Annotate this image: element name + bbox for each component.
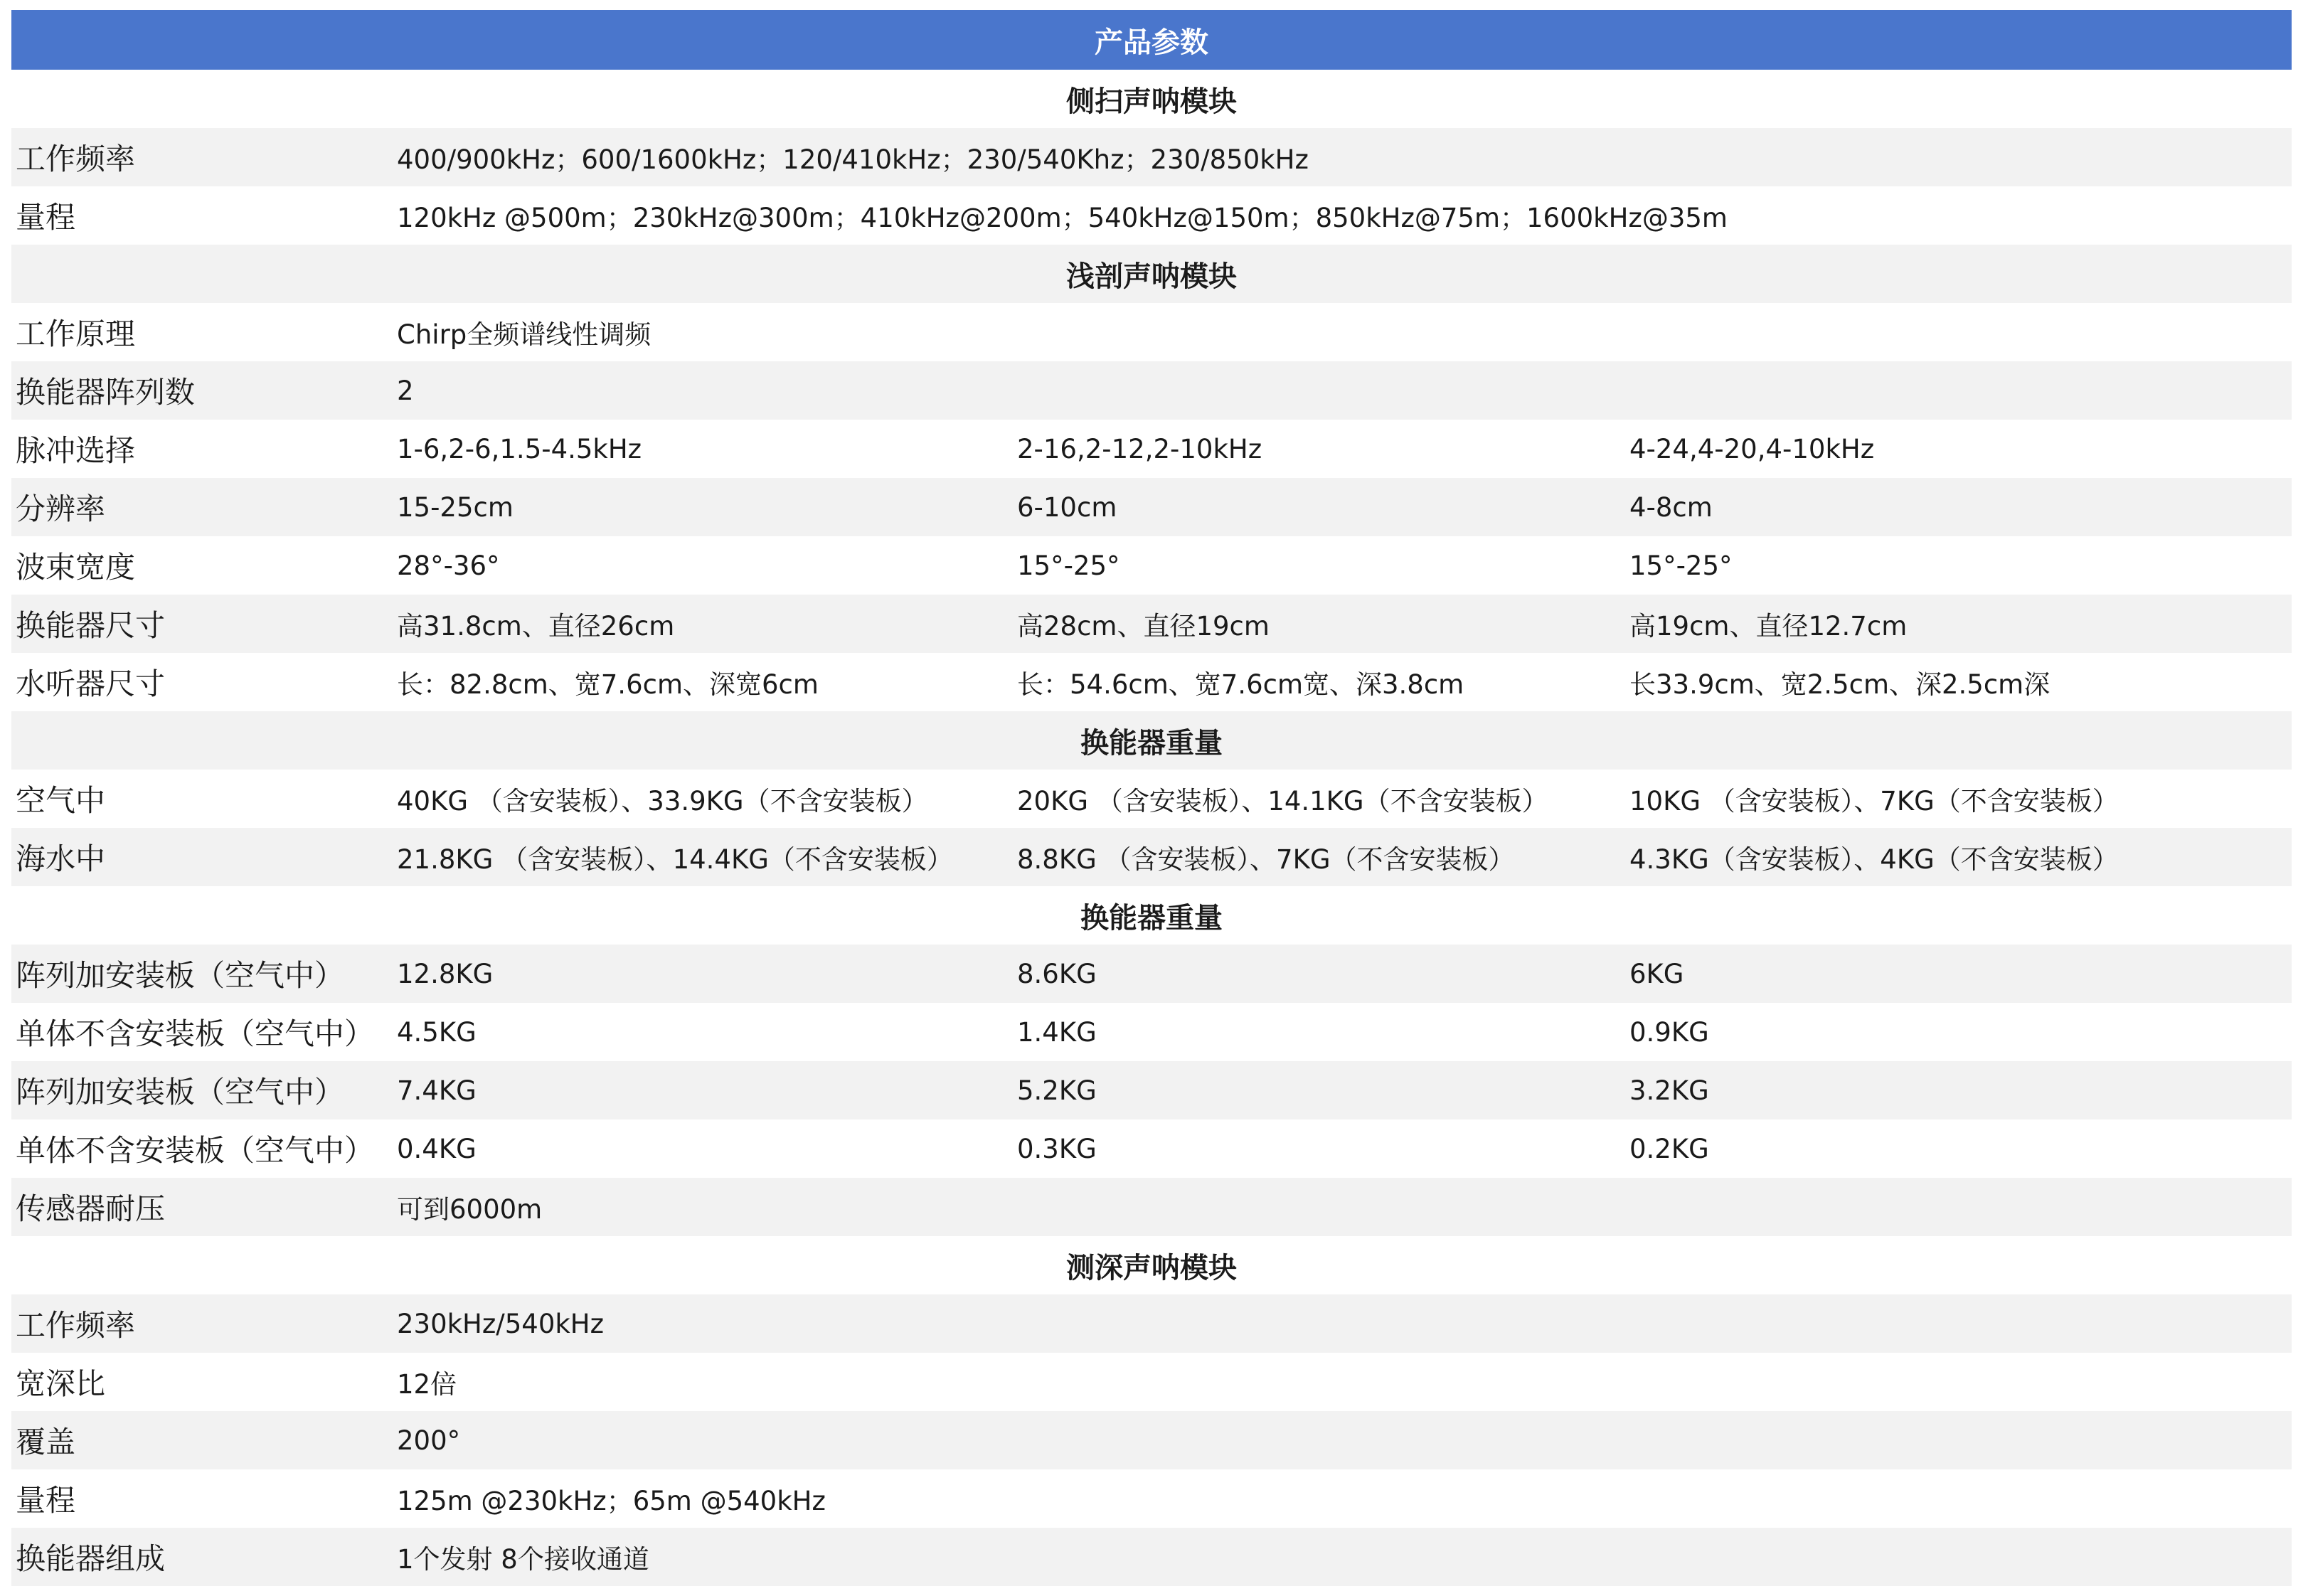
param-label: 宽深比 [16, 1366, 106, 1401]
table-row [11, 1061, 2292, 1119]
param-value: 0.4KG [397, 1133, 477, 1164]
param-value: 长：82.8cm、宽7.6cm、深宽6cm [397, 669, 819, 700]
section-header [11, 70, 2292, 128]
param-value: 6KG [1629, 958, 1684, 989]
param-label: 换能器组成 [16, 1541, 166, 1576]
param-label: 换能器阵列数 [16, 375, 196, 410]
param-value: 10KG （含安装板）、7KG（不含安装板） [1629, 786, 2119, 816]
param-value: 120kHz @500m；230kHz@300m；410kHz@200m；540kHz@150m；850kHz@75m；1600kHz@35m [397, 203, 1728, 233]
param-value: 长33.9cm、宽2.5cm、深2.5cm深 [1629, 669, 2051, 700]
section-title: 换能器重量 [1080, 901, 1223, 935]
param-label: 脉冲选择 [16, 433, 136, 468]
param-label: 传感器耐压 [16, 1191, 166, 1226]
table-row [11, 128, 2292, 186]
param-value: 0.3KG [1017, 1133, 1097, 1164]
table-row [11, 420, 2292, 478]
param-value: 2 [397, 375, 414, 406]
table-row [11, 770, 2292, 828]
param-label: 工作频率 [16, 1308, 136, 1343]
table-row [11, 1528, 2292, 1586]
param-value: 20KG （含安装板）、14.1KG（不含安装板） [1017, 786, 1548, 816]
param-value: 200° [397, 1425, 461, 1456]
table-row [11, 361, 2292, 420]
param-label: 单体不含安装板（空气中） [16, 1133, 375, 1168]
param-value: 高28cm、直径19cm [1017, 611, 1270, 642]
param-value: 125m @230kHz；65m @540kHz [397, 1486, 826, 1516]
table-row [11, 828, 2292, 886]
param-value: 1个发射 8个接收通道 [397, 1544, 649, 1575]
table-row [11, 653, 2292, 711]
param-label: 量程 [16, 200, 76, 235]
section-header [11, 886, 2292, 945]
param-value: 3.2KG [1629, 1075, 1709, 1106]
table-title [11, 10, 2292, 70]
table-row [11, 1469, 2292, 1528]
param-label: 波束宽度 [16, 550, 136, 585]
table-row [11, 1353, 2292, 1411]
param-value: 400/900kHz；600/1600kHz；120/410kHz；230/540Khz；230/850kHz [397, 144, 1309, 175]
table-row [11, 1003, 2292, 1061]
param-value: Chirp全频谱线性调频 [397, 319, 651, 350]
param-value: 1.4KG [1017, 1016, 1097, 1048]
param-value: 4-24,4-20,4-10kHz [1629, 433, 1875, 464]
param-label: 空气中 [16, 783, 106, 818]
param-value: 15-25cm [397, 491, 514, 523]
param-label: 覆盖 [16, 1425, 76, 1459]
section-header [11, 1236, 2292, 1294]
param-value: 15°-25° [1017, 550, 1120, 581]
param-value: 高19cm、直径12.7cm [1629, 611, 1908, 642]
table-row [11, 1178, 2292, 1236]
param-value: 12倍 [397, 1369, 457, 1400]
param-label: 分辨率 [16, 491, 106, 526]
param-value: 0.2KG [1629, 1133, 1709, 1164]
product-params-table [11, 10, 2292, 1586]
section-header [11, 711, 2292, 770]
param-value: 15°-25° [1629, 550, 1733, 581]
param-label: 阵列加安装板（空气中） [16, 958, 345, 993]
table-title-text: 产品参数 [1095, 26, 1208, 59]
table-row [11, 945, 2292, 1003]
param-label: 海水中 [16, 841, 106, 876]
param-value: 6-10cm [1017, 491, 1117, 523]
param-value: 2-16,2-12,2-10kHz [1017, 433, 1262, 464]
table-body [11, 70, 2292, 1586]
param-value: 4-8cm [1629, 491, 1713, 523]
param-value: 12.8KG [397, 958, 494, 989]
param-value: 40KG （含安装板）、33.9KG（不含安装板） [397, 786, 928, 816]
param-value: 4.3KG（含安装板）、4KG（不含安装板） [1629, 844, 2119, 875]
param-value: 可到6000m [397, 1194, 543, 1225]
table-row [11, 595, 2292, 653]
param-value: 4.5KG [397, 1016, 477, 1048]
param-label: 阵列加安装板（空气中） [16, 1075, 345, 1110]
param-value: 5.2KG [1017, 1075, 1097, 1106]
table-row [11, 1294, 2292, 1353]
section-title: 浅剖声呐模块 [1066, 260, 1237, 293]
param-value: 21.8KG （含安装板）、14.4KG（不含安装板） [397, 844, 953, 875]
param-value: 高31.8cm、直径26cm [397, 611, 675, 642]
param-label: 水听器尺寸 [16, 666, 166, 701]
param-value: 0.9KG [1629, 1016, 1709, 1048]
section-header [11, 245, 2292, 303]
param-value: 1-6,2-6,1.5-4.5kHz [397, 433, 642, 464]
param-label: 换能器尺寸 [16, 608, 166, 643]
param-value: 8.6KG [1017, 958, 1097, 989]
section-title: 换能器重量 [1080, 726, 1223, 760]
param-value: 7.4KG [397, 1075, 477, 1106]
param-label: 工作频率 [16, 142, 136, 176]
table-row [11, 478, 2292, 536]
param-value: 28°-36° [397, 550, 500, 581]
param-value: 230kHz/540kHz [397, 1308, 605, 1339]
param-label: 工作原理 [16, 316, 136, 351]
table-row [11, 536, 2292, 595]
table-row [11, 303, 2292, 361]
table-row [11, 1119, 2292, 1178]
param-value: 长：54.6cm、宽7.6cm宽、深3.8cm [1017, 669, 1464, 700]
param-value: 8.8KG （含安装板）、7KG（不含安装板） [1017, 844, 1515, 875]
section-title: 侧扫声呐模块 [1066, 85, 1237, 118]
param-label: 单体不含安装板（空气中） [16, 1016, 375, 1051]
section-title: 测深声呐模块 [1066, 1251, 1237, 1284]
table-row [11, 1411, 2292, 1469]
param-label: 量程 [16, 1483, 76, 1518]
table-row [11, 186, 2292, 245]
